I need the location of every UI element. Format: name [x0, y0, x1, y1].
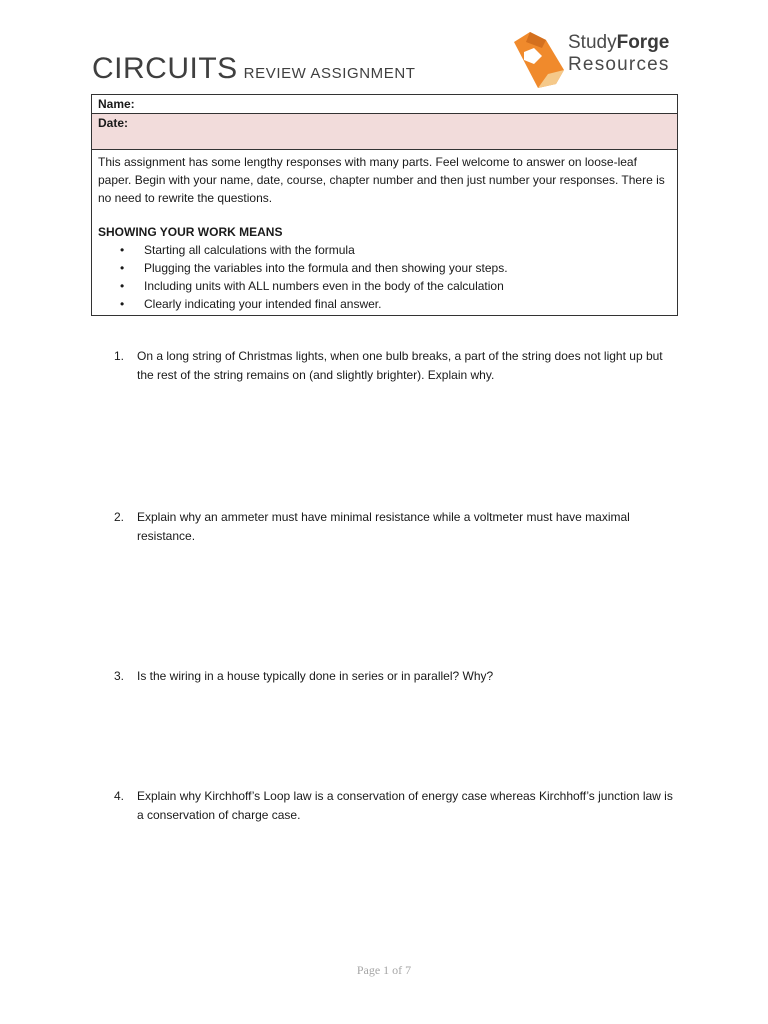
- logo-word-study: Study: [568, 32, 617, 53]
- list-item: [98, 259, 671, 277]
- list-item-text: Including units with ALL numbers even in the body of the calculation: [144, 279, 504, 293]
- question-text: Is the wiring in a house typically done in series or in parallel? Why?: [137, 669, 494, 683]
- title-sub: REVIEW ASSIGNMENT: [243, 65, 416, 82]
- page-number: Page 1 of 7: [356, 963, 412, 977]
- date-label: Date:: [98, 116, 129, 130]
- bullet-icon: •: [120, 261, 125, 275]
- page-title: [92, 52, 416, 86]
- list-item: [98, 241, 671, 259]
- pencil-hexagon-logo-icon: [512, 30, 568, 90]
- bullet-icon: •: [120, 297, 125, 311]
- work-list: [98, 241, 671, 313]
- question-1: [114, 347, 674, 385]
- list-item: [98, 277, 671, 295]
- name-label: Name:: [98, 97, 135, 111]
- question-3: [114, 667, 674, 686]
- date-row: [92, 114, 677, 150]
- logo-word-resources: Resources: [568, 54, 670, 75]
- studyforge-logo: [512, 30, 680, 90]
- bullet-icon: •: [120, 243, 125, 257]
- student-info-table: [91, 94, 678, 316]
- bullet-icon: •: [120, 279, 125, 293]
- question-text: Explain why an ammeter must have minimal resistance while a voltmeter must have maximal resistance.: [137, 510, 630, 543]
- work-heading: SHOWING YOUR WORK MEANS: [98, 225, 283, 239]
- logo-word-forge: Forge: [616, 32, 670, 53]
- list-item-text: Clearly indicating your intended final answer.: [144, 297, 382, 311]
- instructions-cell: [92, 150, 677, 315]
- instructions-text: This assignment has some lengthy responses with many parts. Feel welcome to answer on loose-leaf paper. Begin with your name, date, course, chapter number and then just number your responses. There is no need to rewrite the questions.: [98, 155, 665, 205]
- title-main: CIRCUITS: [92, 52, 238, 85]
- list-item-text: Starting all calculations with the formula: [144, 243, 355, 257]
- question-number: 1.: [114, 349, 125, 363]
- list-item: [98, 295, 671, 313]
- list-item-text: Plugging the variables into the formula and then showing your steps.: [144, 261, 508, 275]
- question-text: On a long string of Christmas lights, when one bulb breaks, a part of the string does not light up but the rest of the string remains on (and slightly brighter). Explain why.: [137, 349, 663, 382]
- question-number: 4.: [114, 789, 125, 803]
- question-number: 3.: [114, 669, 125, 683]
- logo-wordmark: [568, 32, 670, 76]
- name-row: [92, 95, 677, 114]
- question-2: [114, 508, 674, 546]
- question-4: [114, 787, 674, 825]
- question-text: Explain why Kirchhoff’s Loop law is a conservation of energy case whereas Kirchhoff’s junction law is a conservation of charge case.: [137, 789, 673, 822]
- question-number: 2.: [114, 510, 125, 524]
